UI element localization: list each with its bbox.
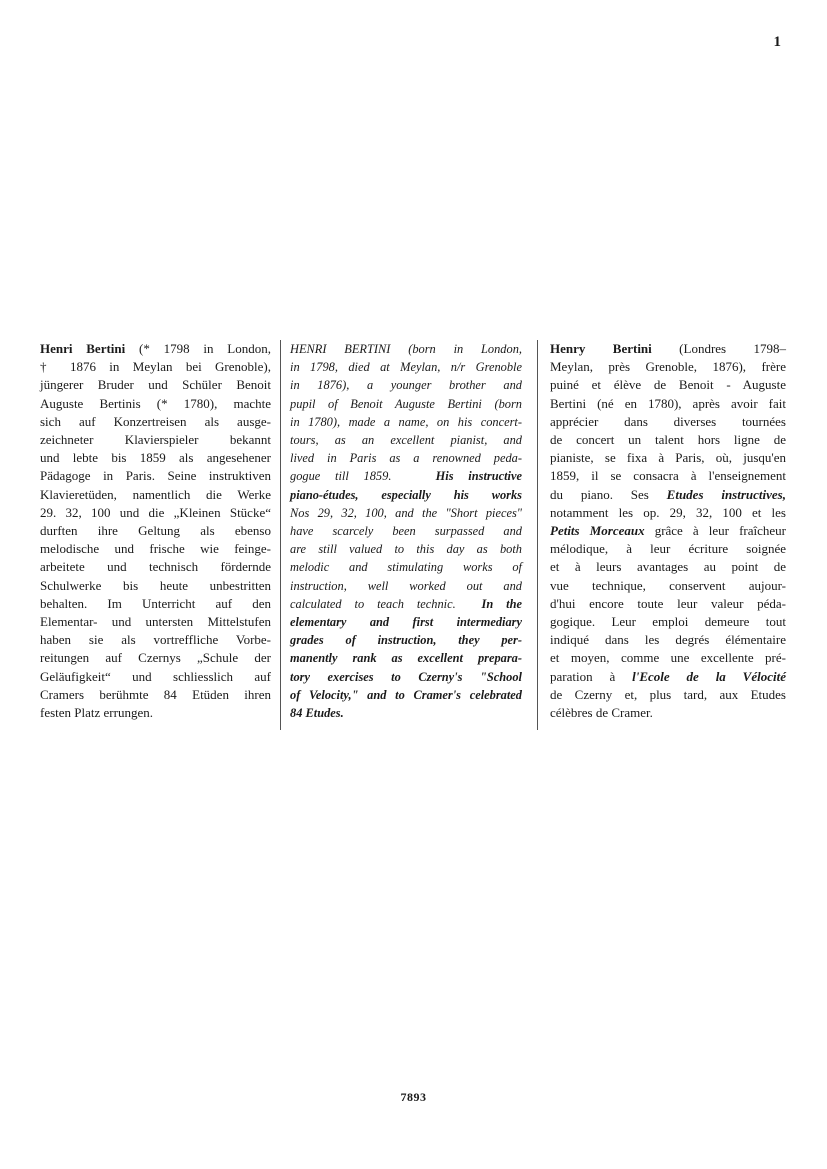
german-line: sich auf Konzertreisen als ausge- [40, 413, 271, 429]
english-line: grades of instruction, they per- [290, 633, 522, 648]
french-name: Henry Bertini [550, 341, 652, 356]
french-line: vue technique, conservent aujour- [550, 577, 786, 593]
english-line: have scarcely been surpassed and [290, 524, 522, 539]
french-line: Meylan, près Grenoble, 1876), frère [550, 359, 786, 375]
german-line: Cramers berühmte 84 Etüden ihren [40, 686, 271, 702]
german-line: durften ihre Geltung als ebenso [40, 523, 271, 539]
french-line: notamment les op. 29, 32, 100 et les [550, 504, 786, 520]
french-line: indiqué dans les degrés élémentaire [550, 632, 786, 648]
english-line: 84 Etudes. [290, 706, 344, 721]
german-line: Auguste Bertinis (* 1780), machte [40, 395, 271, 411]
french-line: célèbres de Cramer. [550, 705, 653, 721]
german-line: behalten. Im Unterricht auf den [40, 595, 271, 611]
french-line: 1859, il se consacra à l'enseignement [550, 468, 786, 484]
french-bold-phrase: l'Ecole de la Vélocité [632, 668, 786, 684]
german-line: reitungen auf Czernys „Schule der [40, 650, 271, 666]
english-line: of Velocity," and to Cramer's celebrated [290, 687, 522, 702]
german-line: melodische und frische wie feinge- [40, 541, 271, 557]
english-line: HENRI BERTINI (born in London, [290, 342, 522, 356]
plate-number: 7893 [400, 1090, 427, 1104]
english-line: tours, as an excellent pianist, and [290, 433, 522, 448]
english-line: gogue till 1859. His instructive [290, 469, 522, 484]
french-line: puiné et élève de Benoit - Auguste [550, 377, 786, 393]
french-line: de Czerny et, plus tard, aux Etudes [550, 686, 786, 702]
english-line: tory exercises to Czerny's "School [290, 669, 522, 684]
french-line: et à leurs avantages au point de [550, 559, 786, 575]
german-line: und lebte bis 1859 als angesehener [40, 450, 271, 466]
column-divider [280, 340, 281, 730]
french-line: du piano. Ses Etudes instructives, [550, 486, 786, 502]
french-line: pianiste, se fixa à Paris, où, jusqu'en [550, 450, 786, 466]
french-line: apprécier dans diverses tournées [550, 413, 786, 429]
german-line: jüngerer Bruder und Schüler Benoit [40, 377, 271, 393]
french-line: Bertini (né en 1780), après avoir fait [550, 395, 786, 411]
english-line: elementary and first intermediary [290, 615, 522, 630]
french-line-1: Henry Bertini (Londres 1798– [550, 341, 786, 356]
page-number: 1 [773, 34, 781, 50]
german-line: 29. 32, 100 und die „Kleinen Stücke“ [40, 504, 271, 520]
english-line: melodic and stimulating works of [290, 560, 522, 575]
english-line: lived in Paris as a renowned peda- [290, 451, 522, 466]
text-columns [40, 340, 785, 730]
english-line: in 1876), a younger brother and [290, 378, 522, 393]
german-line: Pädagoge in Paris. Seine instruktiven [40, 468, 271, 484]
german-line: festen Platz errungen. [40, 705, 153, 721]
french-line: gogique. Leur emploi demeure tout [550, 614, 786, 630]
french-bold-phrase: Petits Morceaux [550, 523, 645, 539]
english-line: in 1780), made a name, on his concert- [290, 414, 522, 429]
french-column [550, 340, 786, 730]
english-bold-phrase: In the [481, 596, 522, 611]
french-line: et moyen, comme une excellente pré- [550, 650, 786, 666]
column-divider [537, 340, 538, 730]
german-line: haben sie als vortreffliche Vorbe- [40, 632, 271, 648]
english-line: are still valued to this day as both [290, 542, 522, 557]
german-line: † 1876 in Meylan bei Grenoble), [40, 359, 271, 375]
english-line: in 1798, died at Meylan, n/r Grenoble [290, 360, 522, 375]
german-line: Geläufigkeit“ und schliesslich auf [40, 668, 271, 684]
german-line: arbeitete und technisch fördernde [40, 559, 271, 575]
english-line: piano-études, especially his works [290, 487, 522, 502]
english-line: pupil of Benoit Auguste Bertini (born [290, 396, 522, 411]
french-line: paration à l'Ecole de la Vélocité [550, 668, 786, 684]
german-line: Elementar- und untersten Mittelstufen [40, 614, 271, 630]
french-line: mélodique, à leur écriture soignée [550, 541, 786, 557]
german-line: Schulwerke bis heute unbestritten [40, 577, 271, 593]
german-name: Henri Bertini [40, 341, 126, 356]
german-line-1: Henri Bertini (* 1798 in London, [40, 341, 271, 356]
french-bold-phrase: Etudes instructives, [666, 486, 786, 502]
german-column [40, 340, 271, 730]
french-line: d'hui encore toute leur valeur péda- [550, 595, 786, 611]
english-column [290, 340, 522, 730]
english-line: Nos 29, 32, 100, and the "Short pieces" [290, 505, 522, 520]
english-line: instruction, well worked out and [290, 578, 522, 593]
german-line: Klavieretüden, namentlich die Werke [40, 486, 271, 502]
french-line: Petits Morceaux grâce à leur fraîcheur [550, 523, 786, 539]
german-line: zeichneter Klavierspieler bekannt [40, 432, 271, 448]
english-bold-phrase: His instructive [435, 469, 522, 484]
english-line: calculated to teach technic. In the [290, 596, 522, 611]
french-line: de concert un talent hors ligne de [550, 432, 786, 448]
english-line: manently rank as excellent prepara- [290, 651, 522, 666]
